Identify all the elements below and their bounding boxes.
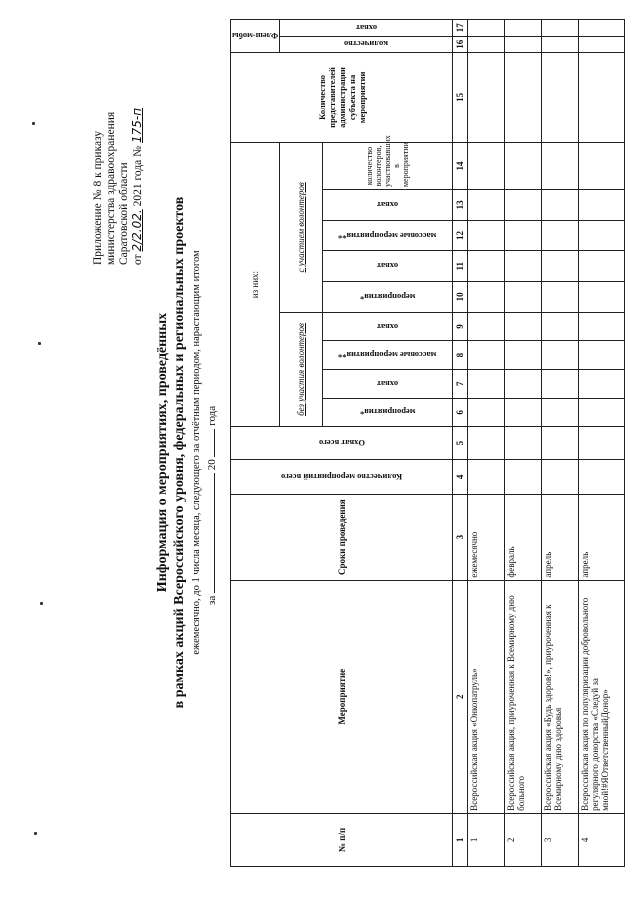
empty-cell <box>579 52 625 142</box>
col-num-14: 14 <box>453 142 468 189</box>
empty-cell <box>542 52 579 142</box>
appendix-order-number: 175-п <box>130 107 144 143</box>
col-num-11: 11 <box>453 251 468 282</box>
empty-cell <box>579 341 625 370</box>
table-row <box>468 20 505 867</box>
col-num-13: 13 <box>453 190 468 221</box>
header-total-coverage-cell <box>231 427 453 460</box>
table-row <box>579 20 625 867</box>
empty-cell <box>505 398 542 427</box>
empty-cell <box>468 398 505 427</box>
row-dates: февраль <box>505 494 542 580</box>
empty-cell <box>468 312 505 341</box>
header-without-volunteers: без участия волонтеров <box>280 312 323 427</box>
header-flashmob-quantity: количество <box>344 39 389 50</box>
empty-cell <box>468 251 505 282</box>
period-blank-1 <box>214 473 215 593</box>
col-num-8: 8 <box>453 341 468 370</box>
empty-cell <box>468 369 505 398</box>
row-num: 4 <box>579 813 625 866</box>
empty-cell <box>542 398 579 427</box>
header-flashmob-coverage-cell <box>280 20 453 37</box>
header-total-coverage: Охват всего <box>318 438 365 449</box>
empty-cell <box>505 190 542 221</box>
appendix-line-4 <box>131 108 145 265</box>
col-num-17: 17 <box>453 20 468 37</box>
h3-c9 <box>323 312 453 341</box>
col-num-5: 5 <box>453 427 468 460</box>
header-num: № п/п <box>231 813 453 866</box>
header-flashmob-coverage: охват <box>355 22 377 33</box>
col-num-16: 16 <box>453 36 468 52</box>
reporting-period <box>206 275 218 605</box>
header-with-volunteers: с участием волонтеров <box>280 142 323 312</box>
empty-cell <box>468 427 505 460</box>
row-num: 2 <box>505 813 542 866</box>
empty-cell <box>468 52 505 142</box>
empty-cell <box>505 36 542 52</box>
row-event: Всероссийская акция по популяризации добровольного регулярного донорства «Следуй за мной!#ЯОтветственныйДонор» <box>579 580 625 813</box>
empty-cell <box>505 52 542 142</box>
empty-cell <box>505 220 542 251</box>
appendix-block <box>92 108 145 265</box>
empty-cell <box>579 190 625 221</box>
header-event: Мероприятие <box>231 580 453 813</box>
empty-cell <box>579 220 625 251</box>
h3-c12 <box>323 220 453 251</box>
empty-cell <box>542 312 579 341</box>
empty-cell <box>542 220 579 251</box>
document-subtitle: ежемесячно, до 1 числа месяца, следующего за отчётным периодом, нарастающим итогом <box>191 250 202 655</box>
empty-cell <box>505 20 542 37</box>
header-volunteers-count: количество волонтеров, участвовавших в мероприятии <box>323 142 453 189</box>
appendix-line-3: Саратовской области <box>118 162 130 265</box>
empty-cell <box>505 341 542 370</box>
empty-cell <box>542 427 579 460</box>
header-coverage-4: охват <box>377 199 399 210</box>
period-blank-2 <box>214 429 215 457</box>
empty-cell <box>468 190 505 221</box>
col-num-15: 15 <box>453 52 468 142</box>
row-dates: ежемесячно <box>468 494 505 580</box>
row-num: 3 <box>542 813 579 866</box>
header-quantity-cell <box>280 36 453 52</box>
header-total-events: Количество мероприятий всего <box>281 471 403 482</box>
header-events-star-2: мероприятия* <box>359 291 416 302</box>
empty-cell <box>579 251 625 282</box>
appendix-year: 2021 года № <box>132 145 144 207</box>
scan-speck <box>38 342 41 345</box>
period-suffix: года <box>206 405 218 426</box>
empty-cell <box>579 36 625 52</box>
row-event: Всероссийская акция, приуроченная к Всемирному дню больного <box>505 580 542 813</box>
header-coverage-1: охват <box>377 378 399 389</box>
header-flashmobs: Флеш-мобы <box>232 30 279 41</box>
empty-cell <box>542 282 579 313</box>
col-num-4: 4 <box>453 459 468 494</box>
row-event: Всероссийская акция «Будь здоров!», приуроченная к Всемирному дню здоровья <box>542 580 579 813</box>
empty-cell <box>542 190 579 221</box>
col-num-7: 7 <box>453 369 468 398</box>
empty-cell <box>505 459 542 494</box>
header-row-1 <box>231 20 280 867</box>
appendix-date-prefix: от <box>132 254 144 265</box>
document-title-line-2: в рамках акций Всероссийского уровня, федеральных и региональных проектов <box>172 196 187 709</box>
h3-c13 <box>323 190 453 221</box>
empty-cell <box>468 36 505 52</box>
col-num-9: 9 <box>453 312 468 341</box>
scan-speck <box>40 602 43 605</box>
header-events-star-1: мероприятия* <box>359 407 416 418</box>
empty-cell <box>468 341 505 370</box>
appendix-line-2: министерства здравоохранения <box>105 111 117 265</box>
empty-cell <box>542 142 579 189</box>
empty-cell <box>468 142 505 189</box>
table-row <box>505 20 542 867</box>
empty-cell <box>579 282 625 313</box>
empty-cell <box>468 459 505 494</box>
table-row <box>542 20 579 867</box>
report-table <box>230 19 625 867</box>
empty-cell <box>579 142 625 189</box>
empty-cell <box>579 459 625 494</box>
empty-cell <box>579 427 625 460</box>
empty-cell <box>505 251 542 282</box>
scan-speck <box>32 122 35 125</box>
column-number-row <box>453 20 468 867</box>
row-dates: апрель <box>579 494 625 580</box>
row-event: Всероссийская акция «Онкопатруль» <box>468 580 505 813</box>
empty-cell <box>542 459 579 494</box>
empty-cell <box>468 20 505 37</box>
col-num-10: 10 <box>453 282 468 313</box>
document-title-line-1: Информация о мероприятиях, проведённых <box>155 312 170 593</box>
scan-speck <box>34 832 37 835</box>
empty-cell <box>579 20 625 37</box>
header-admin-reps: Количество представителей администрации субъекта на мероприятии <box>231 52 453 142</box>
h3-c10 <box>323 282 453 313</box>
header-flashmobs-cell <box>231 20 280 53</box>
h3-c7 <box>323 369 453 398</box>
h3-c6 <box>323 398 453 427</box>
header-mass-events-2: массовые мероприятия** <box>338 230 438 241</box>
appendix-line-1: Приложение № 8 к приказу <box>92 130 104 265</box>
empty-cell <box>542 251 579 282</box>
empty-cell <box>542 369 579 398</box>
empty-cell <box>542 20 579 37</box>
header-of-them: из них: <box>231 142 280 426</box>
col-num-6: 6 <box>453 398 468 427</box>
header-coverage-2: охват <box>377 321 399 332</box>
col-num-3: 3 <box>453 494 468 580</box>
row-num: 1 <box>468 813 505 866</box>
period-prefix: за <box>206 595 218 605</box>
empty-cell <box>468 282 505 313</box>
empty-cell <box>505 312 542 341</box>
header-dates: Сроки проведения <box>231 494 453 580</box>
row-dates: апрель <box>542 494 579 580</box>
empty-cell <box>505 282 542 313</box>
empty-cell <box>468 220 505 251</box>
empty-cell <box>542 36 579 52</box>
empty-cell <box>579 369 625 398</box>
col-num-2: 2 <box>453 580 468 813</box>
empty-cell <box>579 312 625 341</box>
h3-c11 <box>323 251 453 282</box>
empty-cell <box>505 142 542 189</box>
empty-cell <box>579 398 625 427</box>
header-total-events-cell <box>231 459 453 494</box>
col-num-12: 12 <box>453 220 468 251</box>
header-mass-events-1: массовые мероприятия** <box>338 350 438 361</box>
col-num-1: 1 <box>453 813 468 866</box>
appendix-date: 2/2.02. <box>130 209 144 252</box>
empty-cell <box>505 369 542 398</box>
empty-cell <box>505 427 542 460</box>
empty-cell <box>542 341 579 370</box>
period-mid: 20 <box>206 459 218 471</box>
h3-c8 <box>323 341 453 370</box>
header-coverage-3: охват <box>377 261 399 272</box>
